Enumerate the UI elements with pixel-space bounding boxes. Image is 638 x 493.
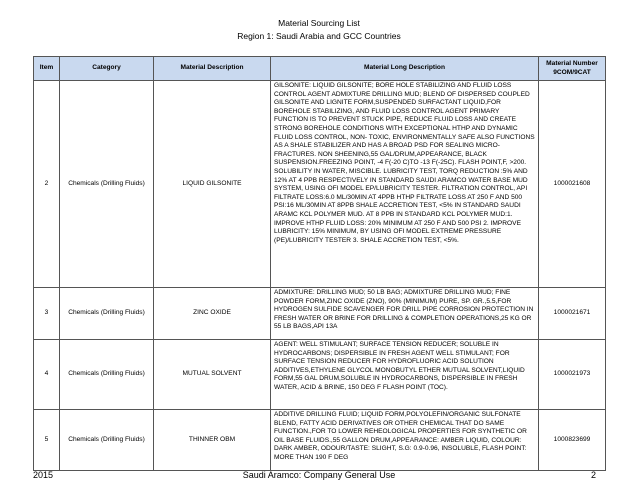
- table-row: [34, 410, 606, 471]
- long-description-text: ADDITIVE DRILLING FLUID; LIQUID FORM,POLYOLEFIN/ORGANIC SULFONATE BLEND, FATTY ACID DERIVATIVES OR OTHER CHEMICAL THAT DO SAME FUNCTION.,FOR TO LOWER REHEOLOGICAL PROPERTIES FOR SYNTHETIC OR OIL BASE FLUIDS.,55 GALLON DRUM,APPEARANCE: AMBER LIQUID, COLOUR: DARK AMBER, ODOUR/TASTE: SLIGHT, S.G: 0.9-0.96, INSOLUBLE, FLASH POINT: MORE THAN 190 F DEG: [274, 411, 527, 461]
- cell-number: 1000021608: [539, 81, 606, 288]
- cell-description: THINNER OBM: [154, 410, 271, 471]
- column-header-long-description: Material Long Description: [271, 57, 539, 81]
- table-header-row: [34, 57, 606, 81]
- cell-number: 1000021973: [539, 340, 606, 410]
- cell-item: 2: [34, 81, 60, 288]
- footer-year: 2015: [33, 470, 54, 480]
- cell-item: 3: [34, 288, 60, 340]
- column-header-item: Item: [34, 57, 60, 81]
- column-header-description: Material Description: [154, 57, 271, 81]
- cell-description: ZINC OXIDE: [154, 288, 271, 340]
- long-description-text: AGENT: WELL STIMULANT; SURFACE TENSION REDUCER; SOLUBLE IN HYDROCARBONS; DISPERSIBLE IN FRESH AGENT WELL STIMULANT; FOR SURFACE TENSION REDUCER FOR HYDROFLUORIC ACID SOLUTION ADDITIVES,ETHYLENE GLYCOL MONOBUTYL ETHER MUTUAL SOLVENT,LIQUID FORM,55 GAL DRUM,SOLUBLE IN HYDROCARBONS, DISPERSIBLE IN FRESH WATER, ACID & BRINE, 150 DEG F FLASH POINT (TOC).: [274, 341, 525, 391]
- cell-category: Chemicals (Drilling Fluids): [60, 288, 154, 340]
- cell-long-description: [271, 81, 539, 288]
- cell-description: MUTUAL SOLVENT: [154, 340, 271, 410]
- cell-description: LIQUID GILSONITE: [154, 81, 271, 288]
- page-number: 2: [591, 470, 597, 480]
- table-row: [34, 340, 606, 410]
- footer-classification: Saudi Aramco: Company General Use: [242, 470, 396, 480]
- long-description-text: ADMIXTURE: DRILLING MUD; 50 LB BAG; ADMIXTURE DRILLING MUD; FINE POWDER FORM,ZINC OXIDE (ZNO), 90% (MINIMUM) PURE, SP. GR.,5.5,FOR HYDROGEN SULFIDE SCAVENGER FOR DRILL PIPE CORROSION PROTECTION IN FRESH WATER OR BRINE FOR DRILLING & COMPLETION OPERATIONS,25 KG OR 55 LB BAGS,API 13A: [274, 289, 534, 331]
- cell-category: Chemicals (Drilling Fluids): [60, 340, 154, 410]
- column-header-number: Material Number 9COM/9CAT: [539, 57, 606, 81]
- cell-item: 4: [34, 340, 60, 410]
- table-row: [34, 288, 606, 340]
- cell-number: 1000823699: [539, 410, 606, 471]
- page-title: Material Sourcing List: [278, 18, 360, 28]
- page-subtitle: Region 1: Saudi Arabia and GCC Countries: [237, 31, 401, 41]
- long-description-text: GILSONITE: LIQUID GILSONITE; BORE HOLE STABILIZING AND FLUID LOSS CONTROL AGENT ADMIXTURE DRILLING MUD; BLEND OF DISPERSED COUPLED GILSONITE AND LIGNITE FORM,SUSPENDED SURFACTANT LIQUID,FOR BOREHOLE STABILIZING, AND FLUID LOSS CONTROL AGENT PRIMARY FUNCTION IS TO PREVENT STUCK PIPE, REDUCE FLUID LOSS AND CREATE STRONG BOREHOLE CONDITIONS WITH EXCEPTIONAL HTHP AND DYNAMIC FLUID LOSS CONTROL, NON- TOXIC, ENVIRONMENTALLY SAFE ALSO FUNCTIONS AS A SHALE STABILIZER AND HAS A BROAD PSD FOR SEALING MICRO- FRACTURES. NON SHEENING,55 GAL/DRUM,APPEARANCE, BLACK SUSPENSION.FREEZING POINT, -4 F(-20 C)TO -13 F(-25C). FLASH POINT,F, >200. SOLUBILITY IN WATER, MISCIBLE. LUBRICITY TEST, TORQ REDUCTION :5% AND 12% AT 4 PPB RESPECTIVELY IN STANDARD SAUDI ARAMCO WATER BASE MUD SYSTEM, USING OFI MODEL EP/LUBRICITY TESTER. FILTRATION CONTROL, API FILTRATE LOSS:6.0 ML/30MIN AT 4PPB HTHP FILTRATE LOSS AT 250 F AND 500 PSI:16 ML/30MIN AT 8PPB SHALE ACCRETION TEST, <5% IN STANDARD SAUDI ARAMC KCL POLYMER MUD. AT 8 PPB IN STANDARD KCL POLYMER MUD:1. IMPROVE HTHP FLUID LOSS: 20% MINIMUM AT 250 F AND 500 PSI 2. IMPROVE LUBRICITY: 15% MINIMUM, BY USING OFI MODEL EXTREME PRESSURE (PE)/LUBRICITY TESTER 3. SHALE ACCRETION TEST, <5%.: [274, 82, 535, 244]
- cell-long-description: [271, 288, 539, 340]
- material-table: [33, 56, 606, 471]
- cell-category: Chemicals (Drilling Fluids): [60, 410, 154, 471]
- cell-number: 1000021671: [539, 288, 606, 340]
- table-row: [34, 81, 606, 288]
- cell-item: 5: [34, 410, 60, 471]
- cell-long-description: [271, 410, 539, 471]
- cell-long-description: [271, 340, 539, 410]
- cell-category: Chemicals (Drilling Fluids): [60, 81, 154, 288]
- column-header-category: Category: [60, 57, 154, 81]
